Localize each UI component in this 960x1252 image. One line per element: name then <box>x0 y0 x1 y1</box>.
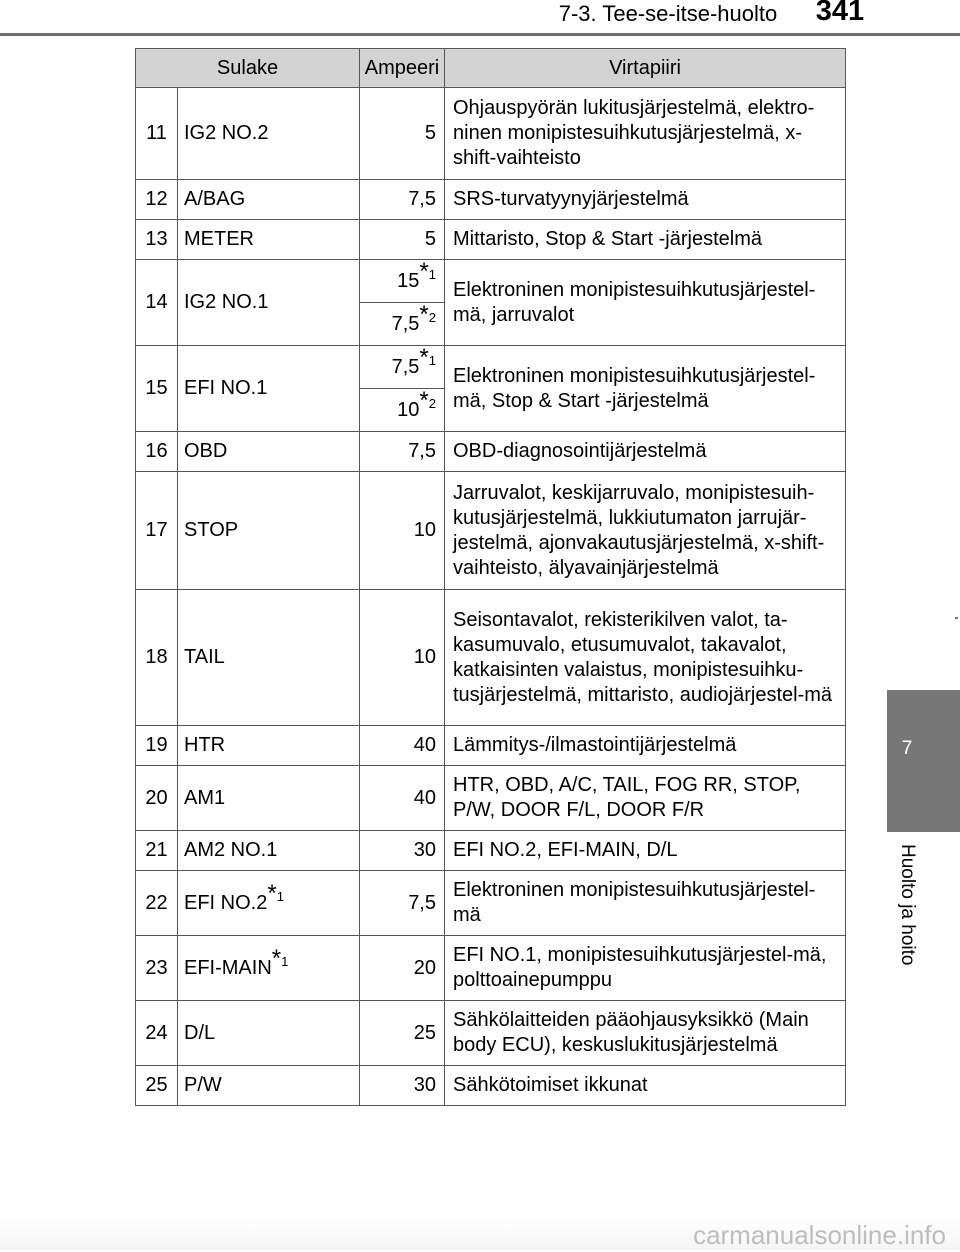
ampere-value: 40 <box>360 726 445 766</box>
header-divider <box>0 33 960 36</box>
circuit-description: SRS-turvatyynyjärjestelmä <box>445 180 846 220</box>
chapter-tab <box>887 690 960 832</box>
fuse-name <box>178 831 360 871</box>
fuse-number: 16 <box>136 432 178 472</box>
col-header-fuse: Sulake <box>136 49 360 88</box>
circuit-description: Elektroninen monipistesuihkutusjärjestel-mä <box>445 871 846 936</box>
circuit-description: Jarruvalot, keskijarruvalo, monipistesuih-kutusjärjestelmä, lukkiutumaton jarrujär-jestelmä, ajonvakautusjärjestelmä, x-shift-vaihteisto, älyavainjärjestelmä <box>445 472 846 590</box>
fuse-number: 20 <box>136 766 178 831</box>
ampere-text: 7,5 <box>391 355 420 378</box>
ampere-value: 5 <box>360 220 445 260</box>
ampere-text: 10 <box>397 398 420 421</box>
footnote-star-icon: * <box>419 300 429 328</box>
ampere-value: 10 <box>360 590 445 726</box>
table-row <box>136 1066 846 1106</box>
circuit-description: Elektroninen monipistesuihkutusjärjestel-mä, jarruvalot <box>445 260 846 346</box>
fuse-number: 14 <box>136 260 178 346</box>
fuse-name-text: TAIL <box>184 646 225 668</box>
fuse-number: 23 <box>136 936 178 1001</box>
table-row <box>136 346 846 389</box>
circuit-description: Elektroninen monipistesuihkutusjärjestel-mä, Stop & Start -järjestelmä <box>445 346 846 432</box>
ampere-value <box>360 257 445 303</box>
ampere-value: 10 <box>360 472 445 590</box>
fuse-name-text: OBD <box>184 440 228 462</box>
table-row <box>136 726 846 766</box>
footnote-number: 1 <box>428 352 436 368</box>
fuse-name <box>178 88 360 180</box>
ampere-value: 5 <box>360 88 445 180</box>
fuse-name-text: HTR <box>184 734 226 756</box>
footnote-star-icon: * <box>419 257 429 285</box>
table-row <box>136 871 846 936</box>
fuse-number: 24 <box>136 1001 178 1066</box>
ampere-value <box>360 300 445 346</box>
fuse-name-text: AM2 NO.1 <box>184 839 278 861</box>
fuse-name-text: EFI NO.2 <box>184 891 268 914</box>
ampere-value: 30 <box>360 831 445 871</box>
ampere-value: 40 <box>360 766 445 831</box>
circuit-description: Mittaristo, Stop & Start -järjestelmä <box>445 220 846 260</box>
table-row <box>136 831 846 871</box>
col-header-circuit: Virtapiiri <box>445 49 846 88</box>
circuit-description: HTR, OBD, A/C, TAIL, FOG RR, STOP, P/W, DOOR F/L, DOOR F/R <box>445 766 846 831</box>
table-row <box>136 220 846 260</box>
fuse-name-text: D/L <box>184 1021 216 1044</box>
fuse-name: EFI NO.1 <box>178 346 360 432</box>
ampere-value: 25 <box>360 1001 445 1066</box>
margin-mark <box>955 617 958 619</box>
fuse-name <box>178 180 360 220</box>
footnote-ref <box>419 386 436 414</box>
fuse-name <box>178 936 360 1001</box>
fuse-name <box>178 1001 360 1066</box>
ampere-value <box>360 343 445 389</box>
fuse-number: 15 <box>136 346 178 432</box>
page-number: 341 <box>815 0 865 27</box>
footnote-ref <box>267 879 284 907</box>
ampere-text: 7,5 <box>391 312 420 335</box>
footnote-star-icon: * <box>271 944 282 972</box>
fuse-name-text: STOP <box>184 519 239 541</box>
fuse-number: 12 <box>136 180 178 220</box>
chapter-number: 7 <box>901 738 913 759</box>
fuse-name <box>178 726 360 766</box>
footnote-ref <box>419 257 436 285</box>
table-row <box>136 590 846 726</box>
fuse-name <box>178 766 360 831</box>
table-row <box>136 180 846 220</box>
footnote-star-icon: * <box>419 386 429 414</box>
fuse-name <box>178 1066 360 1106</box>
fuse-number: 18 <box>136 590 178 726</box>
table-row <box>136 260 846 303</box>
fuse-number: 17 <box>136 472 178 590</box>
fuse-name <box>178 432 360 472</box>
ampere-value: 7,5 <box>360 180 445 220</box>
footnote-number: 2 <box>428 309 436 325</box>
fuse-name <box>178 472 360 590</box>
footnote-ref <box>419 343 436 371</box>
circuit-description: EFI NO.1, monipistesuihkutusjärjestel-mä, polttoainepumppu <box>445 936 846 1001</box>
footnote-number: 1 <box>281 953 289 969</box>
table-row <box>136 766 846 831</box>
circuit-description: EFI NO.2, EFI-MAIN, D/L <box>445 831 846 871</box>
table-row <box>136 936 846 1001</box>
fuse-number: 21 <box>136 831 178 871</box>
ampere-value: 7,5 <box>360 871 445 936</box>
fuse-name-text: AM1 <box>184 786 226 809</box>
ampere-value: 30 <box>360 1066 445 1106</box>
fuse-number: 19 <box>136 726 178 766</box>
fuse-name <box>178 220 360 260</box>
footnote-number: 2 <box>428 395 436 411</box>
fuse-name-text: METER <box>184 228 254 250</box>
ampere-value <box>360 386 445 432</box>
table-header-row <box>136 49 846 88</box>
table-row <box>136 1001 846 1066</box>
chapter-label: Huolto ja hoito <box>897 844 918 966</box>
fuse-number: 13 <box>136 220 178 260</box>
footnote-star-icon: * <box>267 879 277 907</box>
footnote-number: 1 <box>428 266 436 282</box>
fuse-number: 22 <box>136 871 178 936</box>
fuse-name-text: P/W <box>184 1074 222 1096</box>
watermark: carmanualsonline.info <box>0 1218 960 1250</box>
circuit-description: Sähkölaitteiden pääohjausyksikkö (Main body ECU), keskuslukitusjärjestelmä <box>445 1001 846 1066</box>
ampere-value: 20 <box>360 936 445 1001</box>
fuse-name: IG2 NO.1 <box>178 260 360 346</box>
circuit-description: Lämmitys-/ilmastointijärjestelmä <box>445 726 846 766</box>
table-row <box>136 88 846 180</box>
circuit-description: Sähkötoimiset ikkunat <box>445 1066 846 1106</box>
footnote-ref <box>419 300 436 328</box>
footnote-star-icon: * <box>419 343 429 371</box>
fuse-name-text: A/BAG <box>184 188 246 210</box>
circuit-description: OBD-diagnosointijärjestelmä <box>445 432 846 472</box>
table-row <box>136 472 846 590</box>
fuse-name <box>178 871 360 936</box>
circuit-description: Ohjauspyörän lukitusjärjestelmä, elektro-ninen monipistesuihkutusjärjestelmä, x-shift-vaihteisto <box>445 88 846 180</box>
col-header-ampere: Ampeeri <box>360 49 445 88</box>
fuse-number: 11 <box>136 88 178 180</box>
fuse-name <box>178 590 360 726</box>
footnote-ref <box>271 944 289 972</box>
fuse-table <box>135 48 846 1106</box>
ampere-text: 15 <box>397 269 420 292</box>
fuse-name-text: IG2 NO.2 <box>184 122 269 144</box>
footnote-number: 1 <box>276 888 284 904</box>
table-row <box>136 432 846 472</box>
fuse-number: 25 <box>136 1066 178 1106</box>
ampere-value: 7,5 <box>360 432 445 472</box>
fuse-name-text: EFI-MAIN <box>184 956 272 979</box>
section-title: 7-3. Tee-se-itse-huolto <box>558 1 778 26</box>
circuit-description: Seisontavalot, rekisterikilven valot, ta-kasumuvalo, etusumuvalot, takavalot, katkaisinten valaistus, monipistesuihku-tusjärjestelmä, mittaristo, audiojärjestel-mä <box>445 590 846 726</box>
